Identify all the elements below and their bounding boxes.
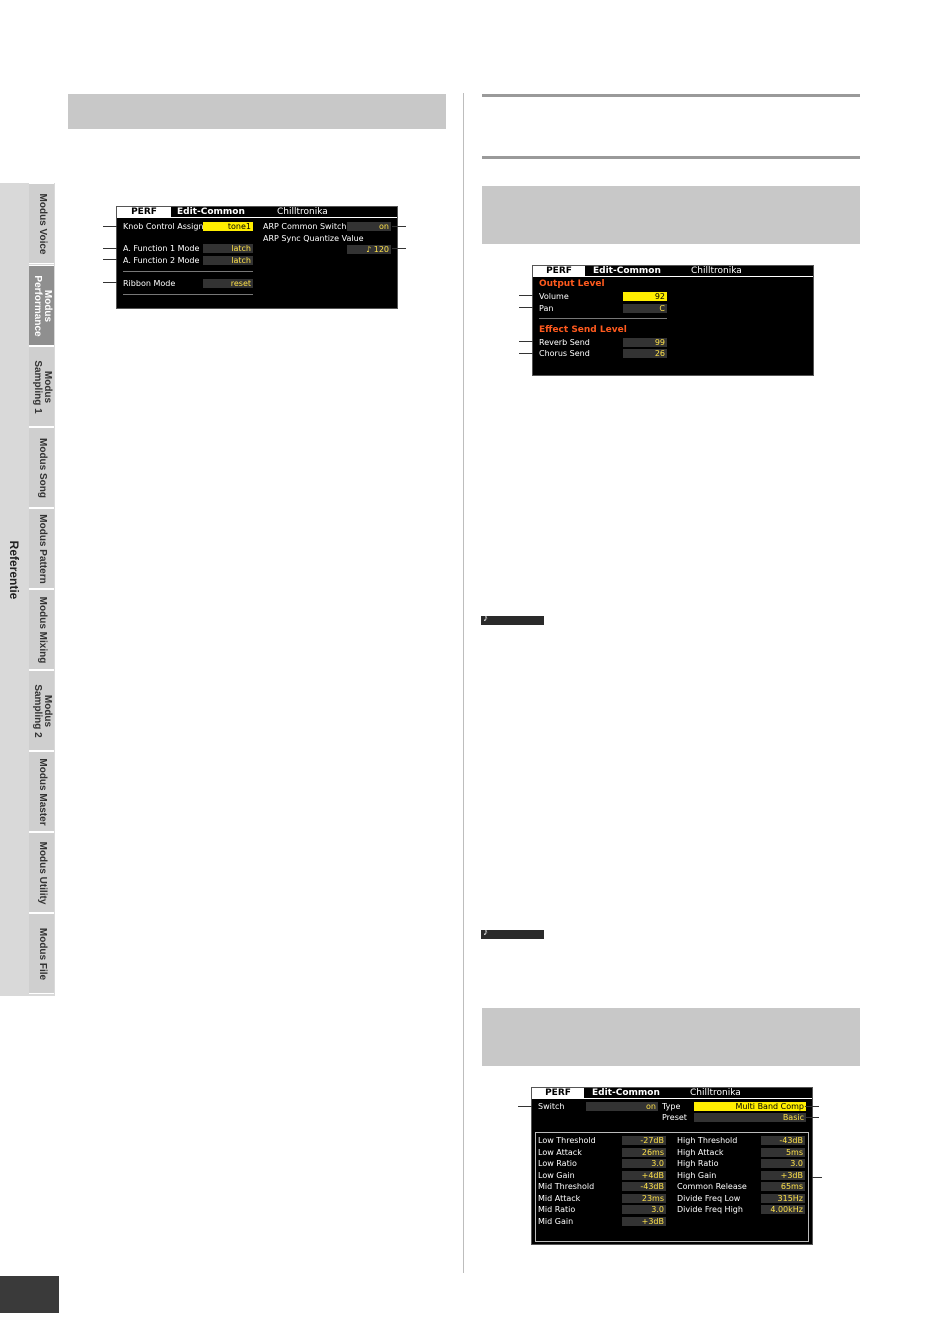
param-value[interactable]: -43dB xyxy=(761,1136,805,1145)
type-label: Type xyxy=(662,1102,681,1111)
callout-line xyxy=(519,307,533,308)
arp-sync-quantize-label: ARP Sync Quantize Value xyxy=(263,234,364,243)
param-value[interactable]: +4dB xyxy=(622,1171,666,1180)
screen-title: Edit-Common xyxy=(177,207,245,217)
pan-label: Pan xyxy=(539,304,554,313)
screen-tag: PERF xyxy=(533,266,585,276)
param-value[interactable]: 315Hz xyxy=(761,1194,805,1203)
volume-label: Volume xyxy=(539,292,569,301)
arp-common-switch-value[interactable]: on xyxy=(347,222,391,231)
preset-label: Preset xyxy=(662,1113,687,1122)
param-value[interactable]: -27dB xyxy=(622,1136,666,1145)
param-label: Low Threshold xyxy=(538,1136,596,1145)
param-value[interactable]: 3.0 xyxy=(761,1159,805,1168)
lcd-screen-common-general xyxy=(116,206,398,309)
effect-send-title: Effect Send Level xyxy=(539,325,627,335)
screen-title: Edit-Common xyxy=(593,266,661,276)
param-label: High Attack xyxy=(677,1147,724,1157)
sidebar-tab[interactable] xyxy=(29,265,54,346)
sidebar-tab-label: Modus Master xyxy=(36,757,48,826)
sidebar-tab[interactable] xyxy=(29,913,54,994)
sidebar-tab-label: Modus Voice xyxy=(36,193,48,254)
chorus-send-label: Chorus Send xyxy=(539,349,590,358)
param-label: Divide Freq High xyxy=(677,1205,743,1214)
param-value[interactable]: 65ms xyxy=(761,1182,805,1191)
sidebar-tab[interactable] xyxy=(29,751,54,832)
lcd-screen-common-output xyxy=(532,265,814,376)
param-label: Mid Gain xyxy=(538,1216,574,1226)
screen-tag: PERF xyxy=(117,207,171,217)
callout-line xyxy=(392,248,406,249)
param-value[interactable]: 5ms xyxy=(761,1148,805,1157)
callout-line xyxy=(518,1106,532,1107)
output-level-title: Output Level xyxy=(539,279,605,289)
param-label: High Ratio xyxy=(677,1159,719,1168)
param-value[interactable]: -43dB xyxy=(622,1182,666,1191)
sidebar-tab[interactable] xyxy=(29,832,54,913)
sidebar-tab[interactable] xyxy=(29,670,54,751)
param-value[interactable]: reset xyxy=(203,279,253,288)
param-value[interactable]: +3dB xyxy=(761,1171,805,1180)
callout-line xyxy=(103,282,117,283)
sidebar-tab[interactable] xyxy=(29,346,54,427)
param-value[interactable]: 26ms xyxy=(622,1148,666,1157)
arp-common-switch-label: ARP Common Switch xyxy=(263,222,347,231)
screen-tag: PERF xyxy=(532,1088,584,1098)
sidebar-tab-label: Modus File xyxy=(36,927,48,980)
param-value[interactable]: 23ms xyxy=(622,1194,666,1203)
switch-value[interactable]: on xyxy=(586,1102,658,1111)
callout-line xyxy=(392,226,406,227)
sidebar-tab-label: Modus Pattern xyxy=(36,513,48,584)
pan-value[interactable]: C xyxy=(623,304,667,313)
sidebar-tab[interactable] xyxy=(29,508,54,589)
param-label: Low Gain xyxy=(538,1170,575,1180)
callout-line xyxy=(103,226,117,227)
param-label: Knob Control Assign xyxy=(123,222,204,231)
sidebar-tab-label: Modus Performance xyxy=(31,274,53,337)
performance-name: Chilltronika xyxy=(691,266,742,276)
preset-value[interactable]: Basic xyxy=(694,1113,806,1122)
callout-line xyxy=(103,259,117,260)
performance-name: Chilltronika xyxy=(277,207,328,217)
reference-label: Referentie xyxy=(7,540,21,600)
note-badge: ♪ xyxy=(481,616,544,625)
sidebar-tab-label: Modus Mixing xyxy=(36,596,48,663)
param-label: Common Release xyxy=(677,1182,747,1191)
sidebar-tab-label: Modus Song xyxy=(36,437,48,498)
param-label: A. Function 2 Mode xyxy=(123,256,200,265)
callout-line xyxy=(812,1177,822,1178)
param-label: Mid Ratio xyxy=(538,1205,576,1214)
param-label: Mid Threshold xyxy=(538,1182,595,1191)
param-label: Divide Freq Low xyxy=(677,1193,741,1203)
screen-title: Edit-Common xyxy=(592,1088,660,1098)
param-value[interactable]: 3.0 xyxy=(622,1205,666,1214)
note-badge: ♪ xyxy=(481,930,544,939)
section-heading-band-left xyxy=(68,94,446,129)
reverb-send-label: Reverb Send xyxy=(539,338,590,347)
param-value[interactable]: latch xyxy=(203,244,253,253)
param-label: A. Function 1 Mode xyxy=(123,244,200,253)
callout-line xyxy=(519,353,533,354)
param-value[interactable]: latch xyxy=(203,256,253,265)
param-value[interactable]: +3dB xyxy=(622,1217,666,1226)
arp-sync-quantize-value[interactable]: ♪ 120 xyxy=(347,245,391,254)
rule-top xyxy=(482,94,860,97)
param-value[interactable]: tone1 xyxy=(203,222,253,231)
callout-line xyxy=(103,248,117,249)
param-label: Low Attack xyxy=(538,1147,582,1157)
type-value[interactable]: Multi Band Comp xyxy=(694,1102,806,1111)
callout-line xyxy=(519,341,533,342)
param-label: High Gain xyxy=(677,1170,717,1180)
callout-line xyxy=(519,295,533,296)
sidebar-tab-label: Modus Sampling 1 xyxy=(31,359,53,414)
callout-line xyxy=(805,1117,819,1118)
param-value[interactable]: 3.0 xyxy=(622,1159,666,1168)
param-label: Mid Attack xyxy=(538,1193,581,1203)
sidebar-tab[interactable] xyxy=(29,427,54,508)
performance-name: Chilltronika xyxy=(690,1088,741,1098)
column-divider xyxy=(463,93,464,1273)
rule-bottom xyxy=(482,156,860,159)
sidebar-tab-label: Modus Utility xyxy=(36,841,48,904)
section-heading-band-right-2 xyxy=(482,1008,860,1066)
sidebar-tab[interactable] xyxy=(29,183,54,264)
sidebar-tab-label: Modus Sampling 2 xyxy=(31,683,53,738)
param-label: Low Ratio xyxy=(538,1159,577,1168)
reverb-send-value[interactable]: 99 xyxy=(623,338,667,347)
param-label: Ribbon Mode xyxy=(123,279,176,288)
param-label: High Threshold xyxy=(677,1136,738,1145)
callout-line xyxy=(805,1106,819,1107)
chorus-send-value[interactable]: 26 xyxy=(623,349,667,358)
volume-value[interactable]: 92 xyxy=(623,292,667,301)
param-value[interactable]: 4.00kHz xyxy=(761,1205,805,1214)
sidebar-tab[interactable] xyxy=(29,589,54,670)
page-number-block xyxy=(0,1276,59,1313)
section-heading-band-right-1 xyxy=(482,186,860,244)
switch-label: Switch xyxy=(538,1102,565,1111)
lcd-screen-master-effect xyxy=(531,1087,813,1245)
